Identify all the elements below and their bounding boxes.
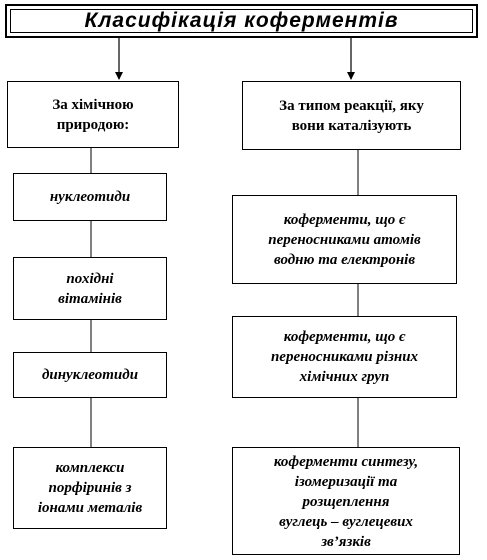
right-item-3-line-4: вуглець – вуглецевих xyxy=(279,514,413,530)
left-header-line-1: За хімічною xyxy=(52,96,134,113)
right-item-3-text xyxy=(274,452,418,552)
right-item-group-carriers xyxy=(232,316,457,398)
right-item-2-line-1: коферменти, що є xyxy=(283,329,406,345)
left-header-line-2: природою: xyxy=(56,116,130,133)
left-item-1-line-1: нуклеотиди xyxy=(49,189,131,205)
right-header-line-2: вони каталізують xyxy=(291,117,412,134)
left-item-2-line-2: вітамінів xyxy=(58,290,122,307)
left-item-dinucleotides xyxy=(13,352,167,398)
right-header-text xyxy=(279,96,424,136)
left-item-nucleotides xyxy=(13,173,167,221)
left-item-4-line-1: комплекси xyxy=(55,460,125,476)
left-header-box xyxy=(7,81,179,148)
right-item-1-line-3: водню та електронів xyxy=(273,251,416,268)
right-item-3-line-1: коферменти синтезу, xyxy=(273,454,419,470)
right-item-3-line-2: ізомеризації та xyxy=(294,474,398,490)
left-item-4-line-2: порфіринів з xyxy=(48,480,132,496)
diagram-title-inner-frame xyxy=(10,9,473,33)
right-item-3-line-5: зв’язків xyxy=(321,534,371,550)
right-item-1-line-1: коферменти, що є xyxy=(283,211,406,228)
right-item-hydrogen-electron-carriers xyxy=(232,195,457,284)
left-item-vitamin-derivatives xyxy=(13,257,167,320)
left-item-porphyrin-complexes xyxy=(13,447,167,529)
left-item-2-text xyxy=(58,269,122,309)
right-item-2-text xyxy=(271,327,418,387)
right-item-1-text xyxy=(268,210,420,270)
left-item-2-line-1: похідні xyxy=(66,270,114,287)
diagram-title: Класифікація коферментів xyxy=(84,9,399,32)
right-item-3-line-3: розщеплення xyxy=(302,494,390,510)
left-item-4-line-3: іонами металів xyxy=(37,500,143,516)
right-item-synthesis-isomerization xyxy=(232,447,460,555)
right-header-box xyxy=(242,81,461,150)
left-item-4-text xyxy=(38,458,142,518)
diagram-title-frame xyxy=(5,4,478,38)
right-header-line-1: За типом реакції, яку xyxy=(279,97,424,114)
left-item-3-line-1: динуклеотиди xyxy=(41,367,139,383)
right-item-2-line-2: переносниками різних xyxy=(270,349,419,365)
right-item-2-line-3: хімічних груп xyxy=(299,369,390,385)
right-item-1-line-2: переносниками атомів xyxy=(268,231,421,248)
left-header-text xyxy=(52,95,133,135)
